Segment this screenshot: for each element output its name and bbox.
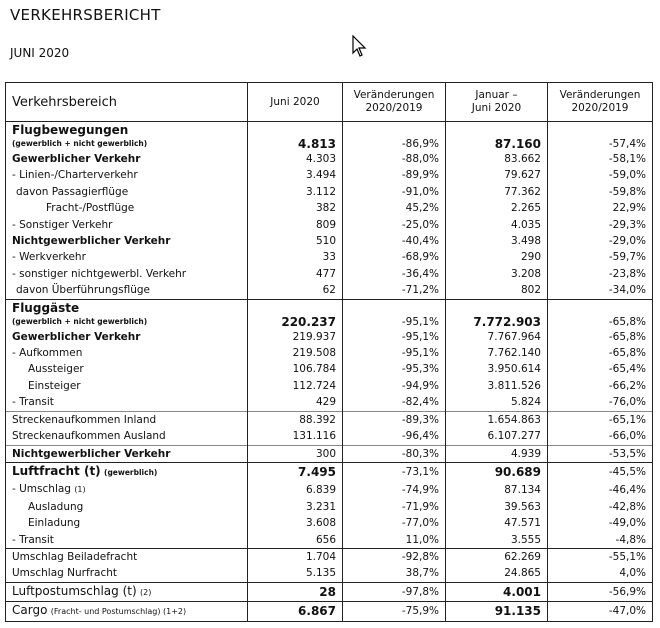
table-row: Gewerblicher Verkehr 4.303 -88,0% 83.662 -58,1% xyxy=(6,151,653,167)
table-row: davon Überführungsflüge 62 -71,2% 802 -34,0% xyxy=(6,282,653,299)
table-row: Aussteiger 106.784 -95,3% 3.950.614 -65,4% xyxy=(6,361,653,377)
table-row: Fluggäste (gewerblich + nicht gewerblich) 220.237 -95,1% 7.772.903 -65,8% xyxy=(6,299,653,329)
table-row: Luftpostumschlag (t) (2) 28 -97,8% 4.001 -56,9% xyxy=(6,582,653,601)
table-row: - Werkverkehr 33 -68,9% 290 -59,7% xyxy=(6,249,653,265)
table-row: - Aufkommen 219.508 -95,1% 7.762.140 -65,8% xyxy=(6,345,653,361)
table-row: Flugbewegungen (gewerblich + nicht gewerblich) 4.813 -86,9% 87.160 -57,4% xyxy=(6,122,653,152)
table-row: Einsteiger 112.724 -94,9% 3.811.526 -66,2% xyxy=(6,378,653,394)
report-period: JUNI 2020 xyxy=(10,46,70,60)
table-row: Ausladung 3.231 -71,9% 39.563 -42,8% xyxy=(6,499,653,515)
table-row: Luftfracht (t) (gewerblich) 7.495 -73,1% 90.689 -45,5% xyxy=(6,462,653,481)
header-ytd: Januar – Juni 2020 xyxy=(446,83,548,122)
table-row: - sonstiger nichtgewerbl. Verkehr 477 -36,4% 3.208 -23,8% xyxy=(6,266,653,282)
table-row: - Sonstiger Verkehr 809 -25,0% 4.035 -29,3% xyxy=(6,217,653,233)
table-row: Cargo (Fracht- und Postumschlag) (1+2) 6.867 -75,9% 91.135 -47,0% xyxy=(6,602,653,621)
table-row: Umschlag Nurfracht 5.135 38,7% 24.865 4,0% xyxy=(6,565,653,582)
table-row: Fracht-/Postflüge 382 45,2% 2.265 22,9% xyxy=(6,200,653,216)
table-header-row xyxy=(6,83,653,122)
report-title: VERKEHRSBERICHT xyxy=(10,6,161,24)
table-row: Gewerblicher Verkehr 219.937 -95,1% 7.767.964 -65,8% xyxy=(6,329,653,345)
header-area: Verkehrsbereich xyxy=(6,83,248,122)
table-row: davon Passagierflüge 3.112 -91,0% 77.362 -59,8% xyxy=(6,184,653,200)
table-row: Einladung 3.608 -77,0% 47.571 -49,0% xyxy=(6,515,653,531)
mouse-cursor-icon xyxy=(352,35,368,59)
table-row: - Linien-/Charterverkehr 3.494 -89,9% 79.627 -59,0% xyxy=(6,167,653,183)
table-row: Umschlag Beiladefracht 1.704 -92,8% 62.269 -55,1% xyxy=(6,548,653,565)
table-row: - Umschlag (1) 6.839 -74,9% 87.134 -46,4% xyxy=(6,481,653,498)
table-row: Streckenaufkommen Ausland 131.116 -96,4% 6.107.277 -66,0% xyxy=(6,428,653,445)
table-row: Nichtgewerblicher Verkehr 510 -40,4% 3.498 -29,0% xyxy=(6,233,653,249)
table-row: Streckenaufkommen Inland 88.392 -89,3% 1.654.863 -65,1% xyxy=(6,411,653,428)
table-row: - Transit 429 -82,4% 5.824 -76,0% xyxy=(6,394,653,411)
traffic-table xyxy=(5,82,653,622)
table-row: - Transit 656 11,0% 3.555 -4,8% xyxy=(6,532,653,549)
header-change-month: Veränderungen 2020/2019 xyxy=(343,83,446,122)
header-month: Juni 2020 xyxy=(248,83,343,122)
table-row: Nichtgewerblicher Verkehr 300 -80,3% 4.939 -53,5% xyxy=(6,445,653,462)
header-change-ytd: Veränderungen 2020/2019 xyxy=(548,83,653,122)
